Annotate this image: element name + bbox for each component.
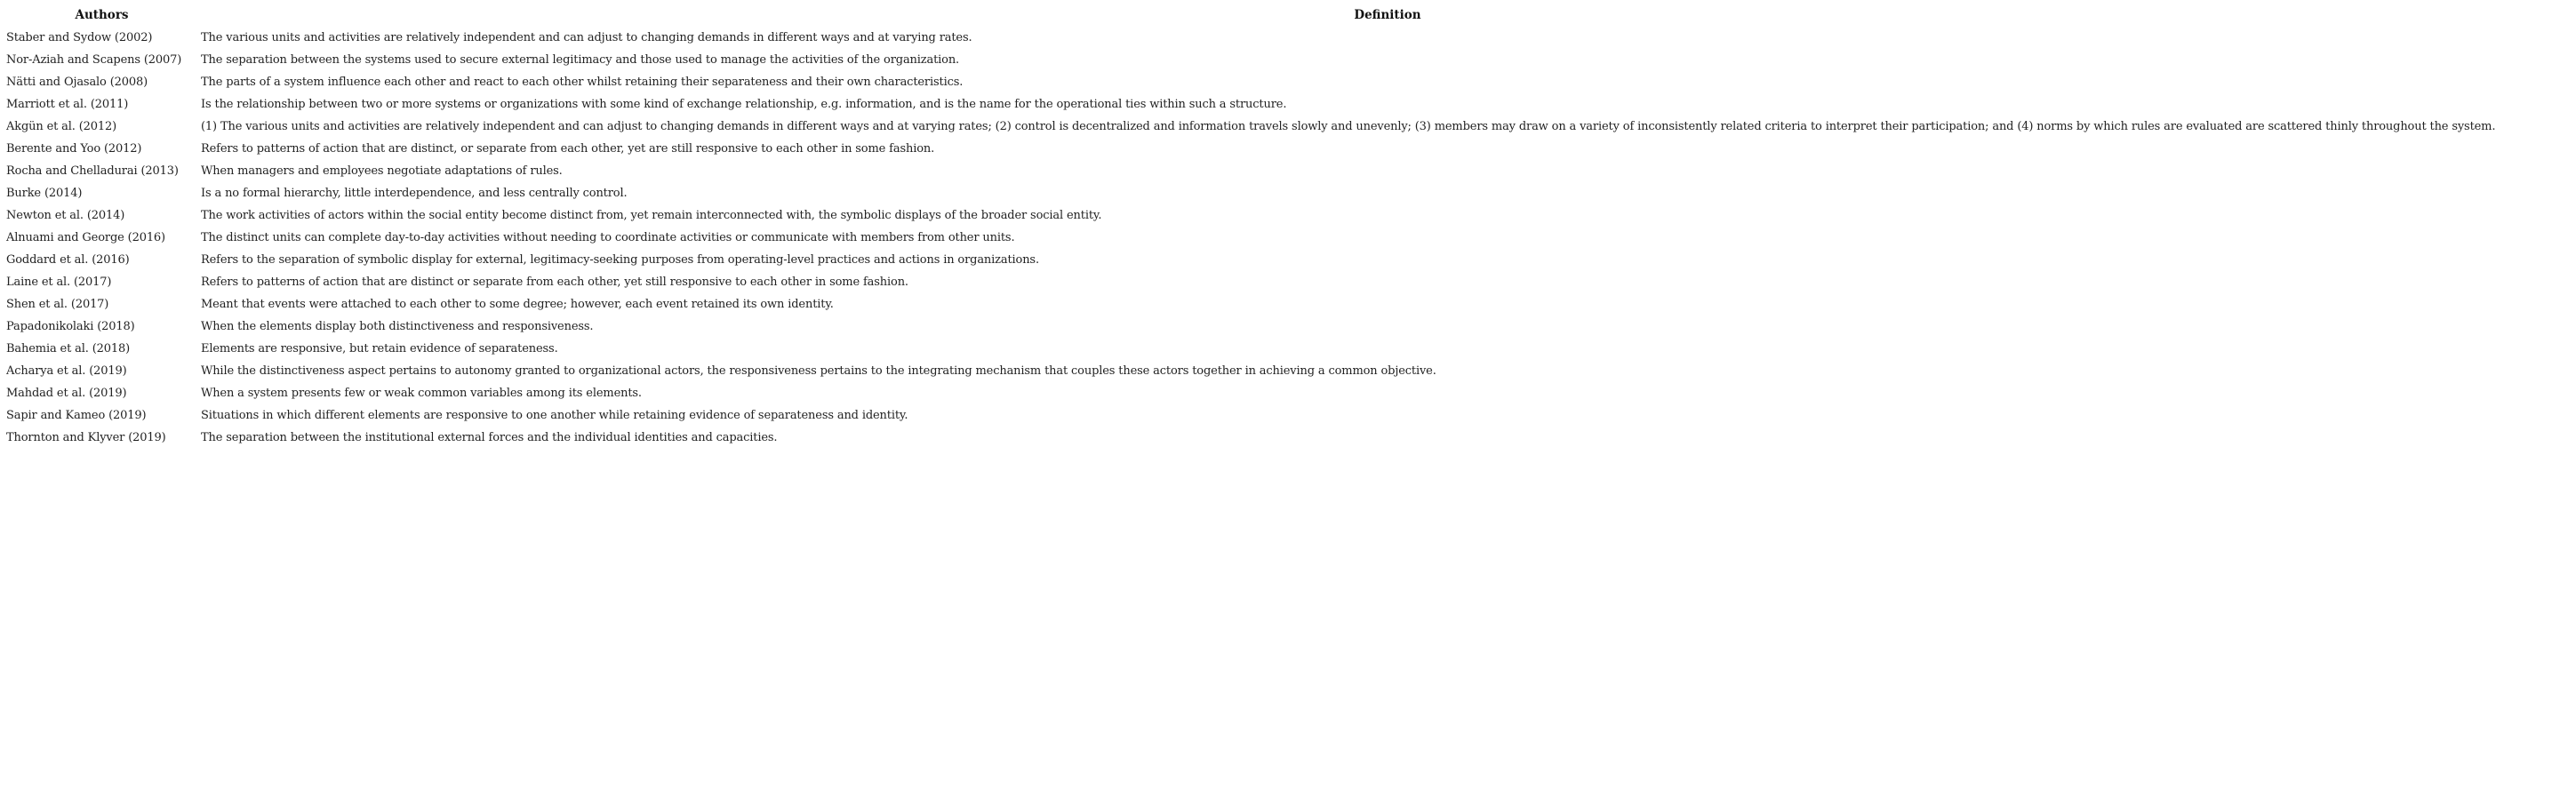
- author-cell: Rocha and Chelladurai (2013): [6, 164, 179, 178]
- table-row: [4, 93, 2576, 116]
- table-row: [4, 71, 2576, 93]
- author-cell: Laine et al. (2017): [6, 276, 112, 289]
- definition-cell: Is a no formal hierarchy, little interdependence, and less centrally control.: [201, 187, 628, 200]
- author-cell: Goddard et al. (2016): [6, 253, 130, 267]
- definition-cell: When managers and employees negotiate adaptations of rules.: [201, 164, 563, 178]
- definition-cell: Refers to the separation of symbolic display for external, legitimacy-seeking purposes from operating-level practices and actions in organizations.: [201, 253, 1039, 267]
- table-row: [4, 160, 2576, 182]
- table-row: [4, 227, 2576, 249]
- author-cell: Acharya et al. (2019): [6, 364, 127, 378]
- table-row: [4, 204, 2576, 227]
- author-cell: Staber and Sydow (2002): [6, 31, 153, 44]
- author-cell: Sapir and Kameo (2019): [6, 409, 147, 422]
- author-cell: Nätti and Ojasalo (2008): [6, 76, 148, 89]
- definition-cell: The various units and activities are relatively independent and can adjust to changing demands in different ways and at varying rates.: [201, 31, 972, 44]
- author-cell: Bahemia et al. (2018): [6, 342, 131, 356]
- definitions-table: [4, 4, 2576, 449]
- author-cell: Mahdad et al. (2019): [6, 387, 127, 400]
- definition-cell: The distinct units can complete day-to-day activities without needing to coordinate activities or communicate with members from other units.: [201, 231, 1015, 244]
- table-row: [4, 49, 2576, 71]
- author-cell: Thornton and Klyver (2019): [6, 431, 166, 444]
- table-row: [4, 316, 2576, 338]
- table-row: [4, 338, 2576, 360]
- definition-cell: The separation between the institutional external forces and the individual identities and capacities.: [201, 431, 778, 444]
- definition-column-header: Definition: [1354, 8, 1421, 22]
- header-row: [4, 4, 2576, 27]
- table-header: [4, 4, 2576, 27]
- definition-cell: While the distinctiveness aspect pertains to autonomy granted to organizational actors, the responsiveness pertains to the integrating mechanism that couples these actors together in achieving a common objective.: [201, 364, 1436, 378]
- definition-cell: (1) The various units and activities are relatively independent and can adjust to changing demands in different ways and at varying rates; (2) control is decentralized and information travels slowly and unevenly; (3) members may draw on a variety of inconsistently related criteria to interpret their participation; and (4) norms by which rules are evaluated are scattered thinly throughout the system.: [201, 120, 2496, 133]
- author-cell: Burke (2014): [6, 187, 83, 200]
- table-row: [4, 427, 2576, 449]
- table-row: [4, 182, 2576, 204]
- author-cell: Marriott et al. (2011): [6, 98, 129, 111]
- author-cell: Berente and Yoo (2012): [6, 142, 142, 156]
- table-row: [4, 271, 2576, 293]
- table-body: [4, 27, 2576, 449]
- author-cell: Newton et al. (2014): [6, 209, 125, 222]
- table-row: [4, 249, 2576, 271]
- definition-cell: Meant that events were attached to each other to some degree; however, each event retained its own identity.: [201, 298, 834, 311]
- table-row: [4, 138, 2576, 160]
- definition-cell: Refers to patterns of action that are distinct or separate from each other, yet still responsive to each other in some fashion.: [201, 276, 908, 289]
- definition-cell: Elements are responsive, but retain evidence of separateness.: [201, 342, 558, 356]
- table-row: [4, 27, 2576, 49]
- definition-cell: When the elements display both distinctiveness and responsiveness.: [201, 320, 594, 333]
- authors-column-header: Authors: [75, 8, 129, 22]
- definition-cell: Refers to patterns of action that are distinct, or separate from each other, yet are still responsive to each other in some fashion.: [201, 142, 935, 156]
- author-cell: Alnuami and George (2016): [6, 231, 165, 244]
- table-row: [4, 404, 2576, 427]
- definition-cell: The work activities of actors within the social entity become distinct from, yet remain interconnected with, the symbolic displays of the broader social entity.: [201, 209, 1102, 222]
- definition-cell: Situations in which different elements are responsive to one another while retaining evidence of separateness and identity.: [201, 409, 908, 422]
- table-row: [4, 382, 2576, 404]
- definition-cell: The separation between the systems used to secure external legitimacy and those used to manage the activities of the organization.: [201, 53, 960, 67]
- author-cell: Papadonikolaki (2018): [6, 320, 135, 333]
- author-cell: Shen et al. (2017): [6, 298, 109, 311]
- definition-cell: Is the relationship between two or more systems or organizations with some kind of exchange relationship, e.g. information, and is the name for the operational ties within such a structure.: [201, 98, 1287, 111]
- table-row: [4, 116, 2576, 138]
- author-cell: Akgün et al. (2012): [6, 120, 117, 133]
- author-cell: Nor-Aziah and Scapens (2007): [6, 53, 182, 67]
- definition-cell: The parts of a system influence each other and react to each other whilst retaining their separateness and their own characteristics.: [201, 76, 964, 89]
- definition-cell: When a system presents few or weak common variables among its elements.: [201, 387, 642, 400]
- table-row: [4, 360, 2576, 382]
- table-row: [4, 293, 2576, 316]
